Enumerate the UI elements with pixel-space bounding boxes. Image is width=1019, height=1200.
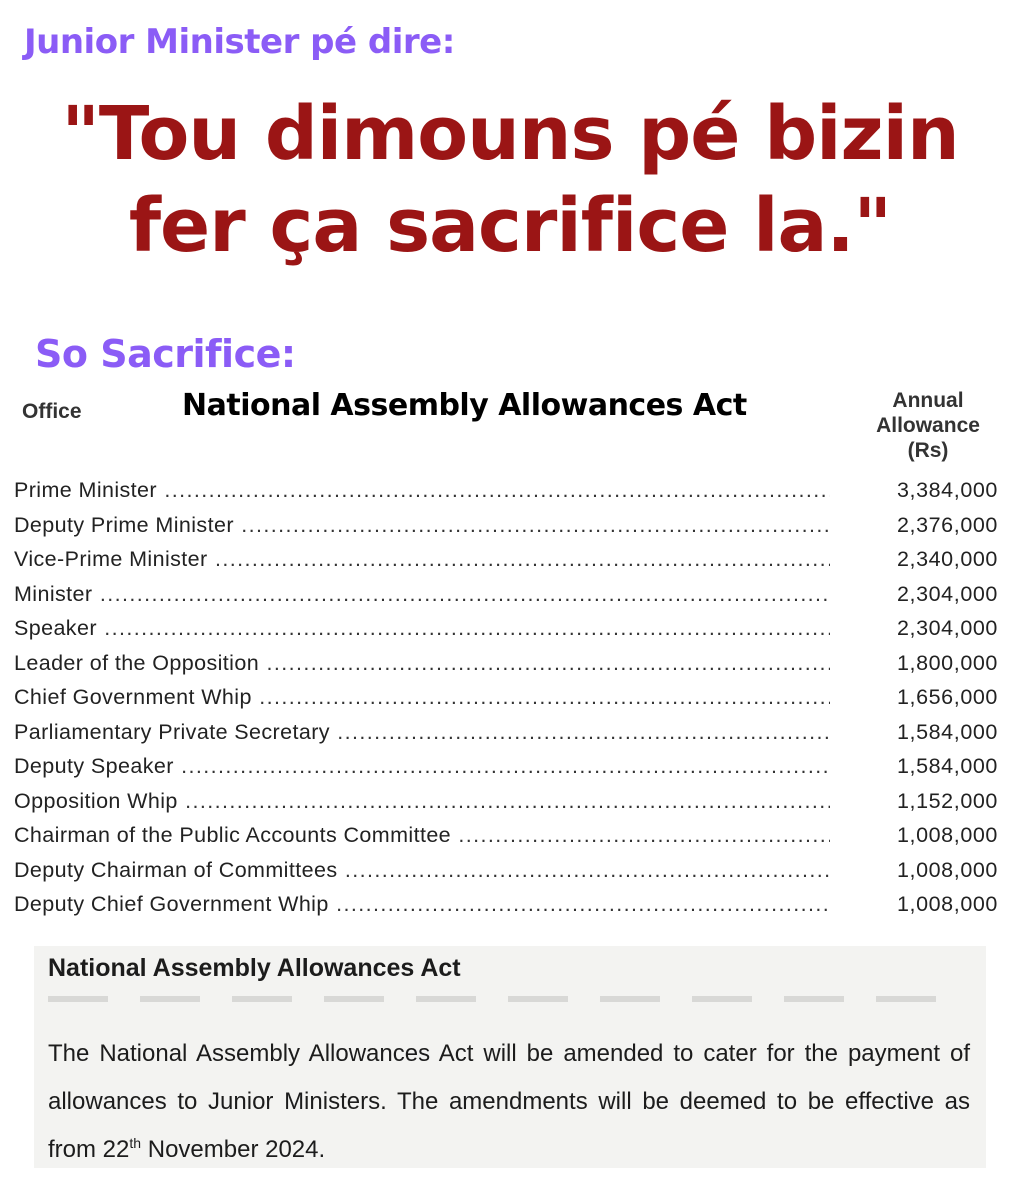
annual-allowance-column-header (858, 388, 998, 463)
office-name: Speaker ..... (14, 616, 830, 641)
table-row (14, 616, 998, 651)
allowance-amount: 1,584,000 (896, 754, 998, 778)
office-name: Leader of the Opposition ..... (14, 651, 830, 676)
allowance-amount: 1,800,000 (896, 650, 998, 675)
office-column-header: Office (22, 400, 82, 423)
kicker-heading: Junior Minister pé dire: (24, 22, 455, 62)
faded-text-line (48, 996, 968, 1002)
quote-headline (30, 88, 990, 272)
excerpt-body-text: The National Assembly Allowances Act will be amended to cater for the payment of allowances to Junior Ministers. The amendments will be deemed to be effective as from 22 (48, 1040, 970, 1163)
allowance-amount: 1,656,000 (896, 685, 998, 709)
sacrifice-subheading: So Sacrifice: (35, 332, 296, 376)
office-name: Deputy Speaker ..... (14, 754, 830, 779)
allowance-amount: 1,008,000 (896, 892, 998, 916)
table-row (14, 892, 998, 927)
table-row (14, 478, 998, 513)
office-name: Chairman of the Public Accounts Committee ..... (14, 823, 830, 848)
office-name: Deputy Chairman of Committees ..... (14, 858, 830, 883)
allowance-amount: 1,008,000 (896, 857, 998, 882)
annual-header-line-1: Annual (892, 389, 964, 412)
table-row (14, 720, 998, 755)
allowance-amount: 3,384,000 (896, 478, 998, 502)
table-row (14, 789, 998, 824)
office-name: Deputy Chief Government Whip ..... (14, 892, 830, 917)
table-row (14, 685, 998, 720)
table-row (14, 513, 998, 548)
act-title: National Assembly Allowances Act (182, 388, 747, 423)
allowance-amount: 1,008,000 (896, 823, 998, 847)
office-name: Parliamentary Private Secretary ..... (14, 720, 830, 745)
quote-line-2: fer ça sacrifice la." (128, 183, 892, 269)
table-row (14, 823, 998, 858)
allowance-table (14, 478, 998, 927)
table-row (14, 858, 998, 893)
allowance-amount: 1,152,000 (896, 788, 998, 813)
table-row (14, 754, 998, 789)
annual-header-line-2: Allowance (876, 414, 980, 437)
excerpt-title: National Assembly Allowances Act (48, 954, 461, 982)
table-row (14, 582, 998, 617)
office-name: Vice-Prime Minister ..... (14, 547, 830, 572)
office-name: Minister ..... (14, 582, 830, 607)
budget-excerpt (34, 946, 986, 1168)
office-name: Prime Minister ..... (14, 478, 830, 503)
allowance-amount: 2,304,000 (896, 616, 998, 640)
allowance-amount: 2,304,000 (896, 581, 998, 606)
quote-line-1: "Tou dimouns pé bizin (61, 91, 959, 177)
annual-header-line-3: (Rs) (907, 439, 949, 462)
excerpt-body (48, 1030, 970, 1174)
allowance-amount: 2,340,000 (896, 547, 998, 571)
allowance-amount: 1,584,000 (896, 719, 998, 744)
office-name: Chief Government Whip ..... (14, 685, 830, 710)
office-name: Deputy Prime Minister ..... (14, 513, 830, 538)
table-row (14, 547, 998, 582)
excerpt-body-end: November 2024. (141, 1136, 326, 1163)
table-row (14, 651, 998, 686)
office-name: Opposition Whip ..... (14, 789, 830, 814)
allowance-amount: 2,376,000 (896, 512, 998, 537)
ordinal-suffix: th (129, 1135, 142, 1151)
